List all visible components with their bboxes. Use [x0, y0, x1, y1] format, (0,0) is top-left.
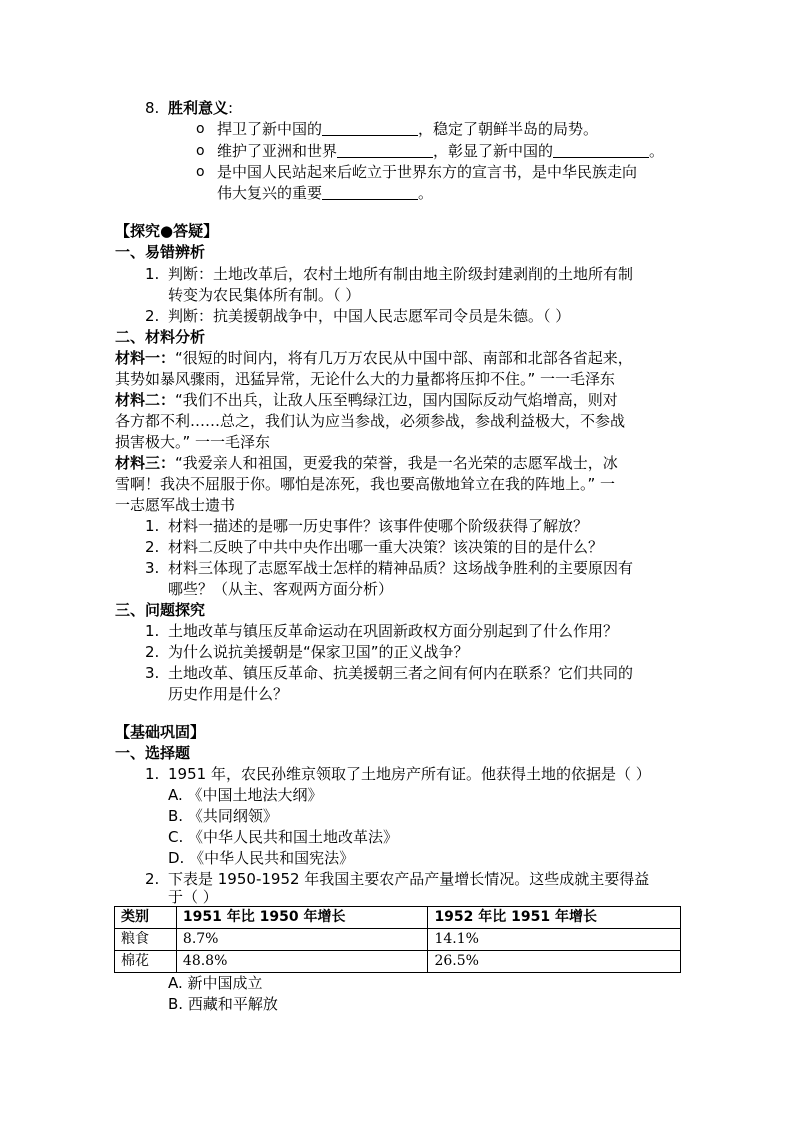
choice-option-a[interactable]: A. 《中国土地法大纲》	[168, 786, 323, 804]
bullet-icon: o	[196, 143, 205, 159]
bullet-icon: o	[196, 121, 205, 137]
significance-point-2	[217, 141, 664, 162]
material-3-line-2: 雪啊！我决不屈服于你。哪怕是冻死，我也要高傲地耸立在我的阵地上。” 一	[115, 475, 616, 493]
material-2-line-2: 各方都不利……总之，我们认为应当参战，必须参战，参战利益极大，不参战	[115, 412, 626, 430]
question-number: 3.	[145, 664, 160, 682]
choice-option-c[interactable]: C. 《中华人民共和国土地改革法》	[168, 828, 399, 846]
choice-option-d[interactable]: D. 《中华人民共和国宪法》	[168, 849, 355, 867]
answer-blank[interactable]	[553, 142, 649, 158]
table-header-cell: 类别	[115, 907, 177, 929]
answer-blank[interactable]	[322, 120, 418, 136]
item-number: 8.	[145, 99, 160, 117]
question-number: 1.	[145, 765, 160, 783]
table-row	[115, 929, 681, 951]
table-header-cell: 1952 年比 1951 年增长	[428, 907, 681, 929]
table-cell: 粮食	[115, 929, 177, 951]
problem-question-2: 为什么说抗美援朝是“保家卫国”的正义战争？	[168, 643, 469, 661]
material-question-3-line-1: 材料三体现了志愿军战士怎样的精神品质？这场战争胜利的主要原因有	[168, 559, 634, 577]
significance-title: 胜利意义	[168, 99, 229, 117]
problem-question-1: 土地改革与镇压反革命运动在巩固新政权方面分别起到了什么作用？	[168, 622, 619, 640]
choice-option-a[interactable]: A. 新中国成立	[168, 974, 263, 992]
explore-section-2-title: 二、材料分析	[115, 328, 206, 346]
significance-colon: :	[228, 99, 234, 117]
point-3-pre: 伟大复兴的重要	[217, 184, 323, 202]
explore-section-1-title: 一、易错辨析	[115, 243, 206, 261]
material-3-label: 材料三：	[115, 454, 176, 472]
question-number: 3.	[145, 559, 160, 577]
choice-question-2-line-2: 于（ ）	[168, 888, 218, 906]
answer-blank[interactable]	[322, 184, 418, 200]
question-number: 2.	[145, 870, 160, 888]
choice-question-1: 1951 年，农民孙维京领取了土地房产所有证。他获得土地的依据是（ ）	[168, 765, 651, 783]
table-cell: 14.1%	[428, 929, 681, 951]
material-question-2: 材料二反映了中共中央作出哪一重大决策？该决策的目的是什么？	[168, 538, 604, 556]
material-1-label: 材料一：	[115, 349, 176, 367]
material-3-text: “我爱亲人和祖国，更爱我的荣誉，我是一名光荣的志愿军战士，冰	[175, 454, 618, 472]
point-2-pre: 维护了亚洲和世界	[217, 142, 338, 160]
material-question-1: 材料一描述的是哪一历史事件？该事件使哪个阶级获得了解放？	[168, 517, 589, 535]
problem-question-3-line-1: 土地改革、镇压反革命、抗美援朝三者之间有何内在联系？它们共同的	[168, 664, 634, 682]
question-number: 1.	[145, 622, 160, 640]
production-table	[114, 906, 681, 973]
point-1-pre: 捍卫了新中国的	[217, 120, 323, 138]
material-1-line-1	[115, 348, 633, 369]
problem-question-3-line-2: 历史作用是什么？	[168, 685, 289, 703]
table-cell: 棉花	[115, 951, 177, 973]
basics-section-1-title: 一、选择题	[115, 744, 191, 762]
table-cell: 8.7%	[176, 929, 428, 951]
material-1-text: “很短的时间内，将有几万万农民从中国中部、南部和北部各省起来，	[175, 349, 633, 367]
question-number: 2.	[145, 307, 160, 325]
basics-header: 【基础巩固】	[115, 723, 206, 741]
point-1-post: ，稳定了朝鲜半岛的局势。	[418, 120, 599, 138]
point-2-mid: ，彰显了新中国的	[433, 142, 554, 160]
answer-blank[interactable]	[337, 142, 433, 158]
table-row	[115, 951, 681, 973]
significance-heading	[168, 98, 233, 119]
material-2-text: “我们不出兵，让敌人压至鸭绿江边，国内国际反动气焰增高，则对	[175, 391, 618, 409]
question-number: 2.	[145, 538, 160, 556]
judge-question-1-line-1: 判断：土地改革后，农村土地所有制由地主阶级封建剥削的土地所有制	[168, 265, 634, 283]
significance-point-1	[217, 119, 598, 140]
question-number: 2.	[145, 643, 160, 661]
material-3-line-3: 一志愿军战士遗书	[115, 496, 236, 514]
explore-section-3-title: 三、问题探究	[115, 601, 206, 619]
table-cell: 48.8%	[176, 951, 428, 973]
material-2-line-3: 损害极大。” 一一毛泽东	[115, 433, 271, 451]
choice-option-b[interactable]: B. 西藏和平解放	[168, 995, 278, 1013]
question-number: 1.	[145, 517, 160, 535]
point-2-post: 。	[649, 142, 665, 160]
point-3-post: 。	[418, 184, 434, 202]
choice-question-2-line-1: 下表是 1950-1952 年我国主要农产品产量增长情况。这些成就主要得益	[168, 870, 650, 888]
material-question-3-line-2: 哪些？（从主、客观两方面分析）	[168, 580, 394, 598]
significance-point-3-line-1: 是中国人民站起来后屹立于世界东方的宣言书，是中华民族走向	[217, 163, 638, 181]
material-3-line-1	[115, 453, 618, 474]
question-number: 1.	[145, 265, 160, 283]
table-header-cell: 1951 年比 1950 年增长	[176, 907, 428, 929]
material-1-line-2: 其势如暴风骤雨，迅猛异常，无论什么大的力量都将压抑不住。” 一一毛泽东	[115, 370, 616, 388]
bullet-icon: o	[196, 164, 205, 180]
table-cell: 26.5%	[428, 951, 681, 973]
choice-option-b[interactable]: B. 《共同纲领》	[168, 807, 278, 825]
material-2-line-1	[115, 390, 618, 411]
explore-header: 【探究●答疑】	[115, 222, 219, 240]
material-2-label: 材料二：	[115, 391, 176, 409]
table-header-row	[115, 907, 681, 929]
judge-question-2: 判断：抗美援朝战争中，中国人民志愿军司令员是朱德。（ ）	[168, 307, 571, 325]
judge-question-1-line-2: 转变为农民集体所有制。（ ）	[168, 286, 361, 304]
significance-point-3-line-2	[217, 183, 433, 204]
